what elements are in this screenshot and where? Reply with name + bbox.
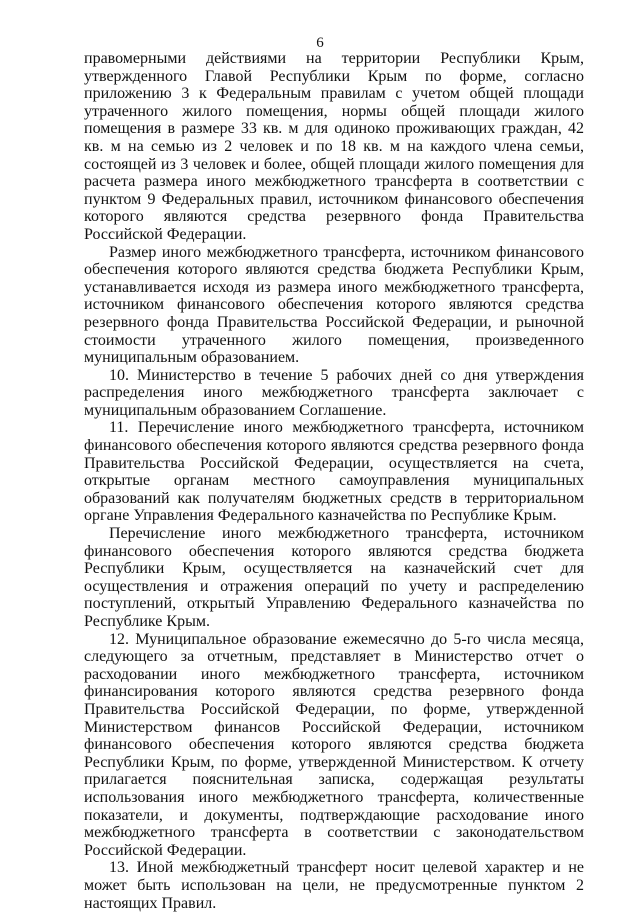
page-number: 6 bbox=[316, 35, 324, 51]
paragraph-clause-13: 13. Иной межбюджетный трансферт носит целевой характер и не может быть использован на цели, не предусмотренные пунктом 2 настоящих Правил. bbox=[84, 859, 584, 912]
paragraph-clause-10: 10. Министерство в течение 5 рабочих дней со дня утверждения распределения иного межбюджетного трансферта заключает с муниципальным образованием Соглашение. bbox=[84, 366, 584, 419]
paragraph-transfer-size: Размер иного межбюджетного трансферта, источником финансового обеспечения которого являются средства бюджета Республики Крым, устанавливается исходя из размера иного межбюджетного трансферта, источником финансового обеспечения которого являются средства резервного фонда Правительства Российской Федерации, и рыночной стоимости утраченного жилого помещения, произведенного муниципальным образованием. bbox=[84, 243, 584, 367]
paragraph-continuation: правомерными действиями на территории Республики Крым, утвержденного Главой Республики Крым по форме, согласно приложению 3 к Федеральным правилам с учетом общей площади утраченного жилого помещения, нормы общей площади жилого помещения в размере 33 кв. м для одиноко проживающих граждан, 42 кв. м на семью из 2 человек и по 18 кв. м на каждого члена семьи, состоящей из 3 человек и более, общей площади жилого помещения для расчета размера иного межбюджетного трансферта в соответствии с пунктом 9 Федеральных правил, источником финансового обеспечения которого являются средства резервного фонда Правительства Российской Федерации. bbox=[84, 50, 584, 243]
paragraph-clause-12: 12. Муниципальное образование ежемесячно до 5-го числа месяца, следующего за отчетным, представляет в Министерство отчет о расходовании иного межбюджетного трансферта, источником финансирования которого являются средства резервного фонда Правительства Российской Федерации, по форме, утвержденной Министерством финансов Российской Федерации, источником финансового обеспечения которого являются средства бюджета Республики Крым, по форме, утвержденной Министерством. К отчету прилагается пояснительная записка, содержащая результаты использования иного межбюджетного трансферта, количественные показатели, и документы, подтверждающие расходование иного межбюджетного трансферта в соответствии с законодательством Российской Федерации. bbox=[84, 630, 584, 859]
document-body bbox=[84, 50, 584, 912]
paragraph-transfer-crediting: Перечисление иного межбюджетного трансферта, источником финансового обеспечения которого являются средства бюджета Республики Крым, осуществляется на казначейский счет для осуществления и отражения операций по учету и распределению поступлений, открытый Управлению Федерального казначейства по Республике Крым. bbox=[84, 525, 584, 630]
paragraph-clause-11: 11. Перечисление иного межбюджетного трансферта, источником финансового обеспечения которого являются средства резервного фонда Правительства Российской Федерации, осуществляется на счета, открытые органам местного самоуправления муниципальных образований как получателям бюджетных средств в территориальном органе Управления Федерального казначейства по Республике Крым. bbox=[84, 419, 584, 525]
